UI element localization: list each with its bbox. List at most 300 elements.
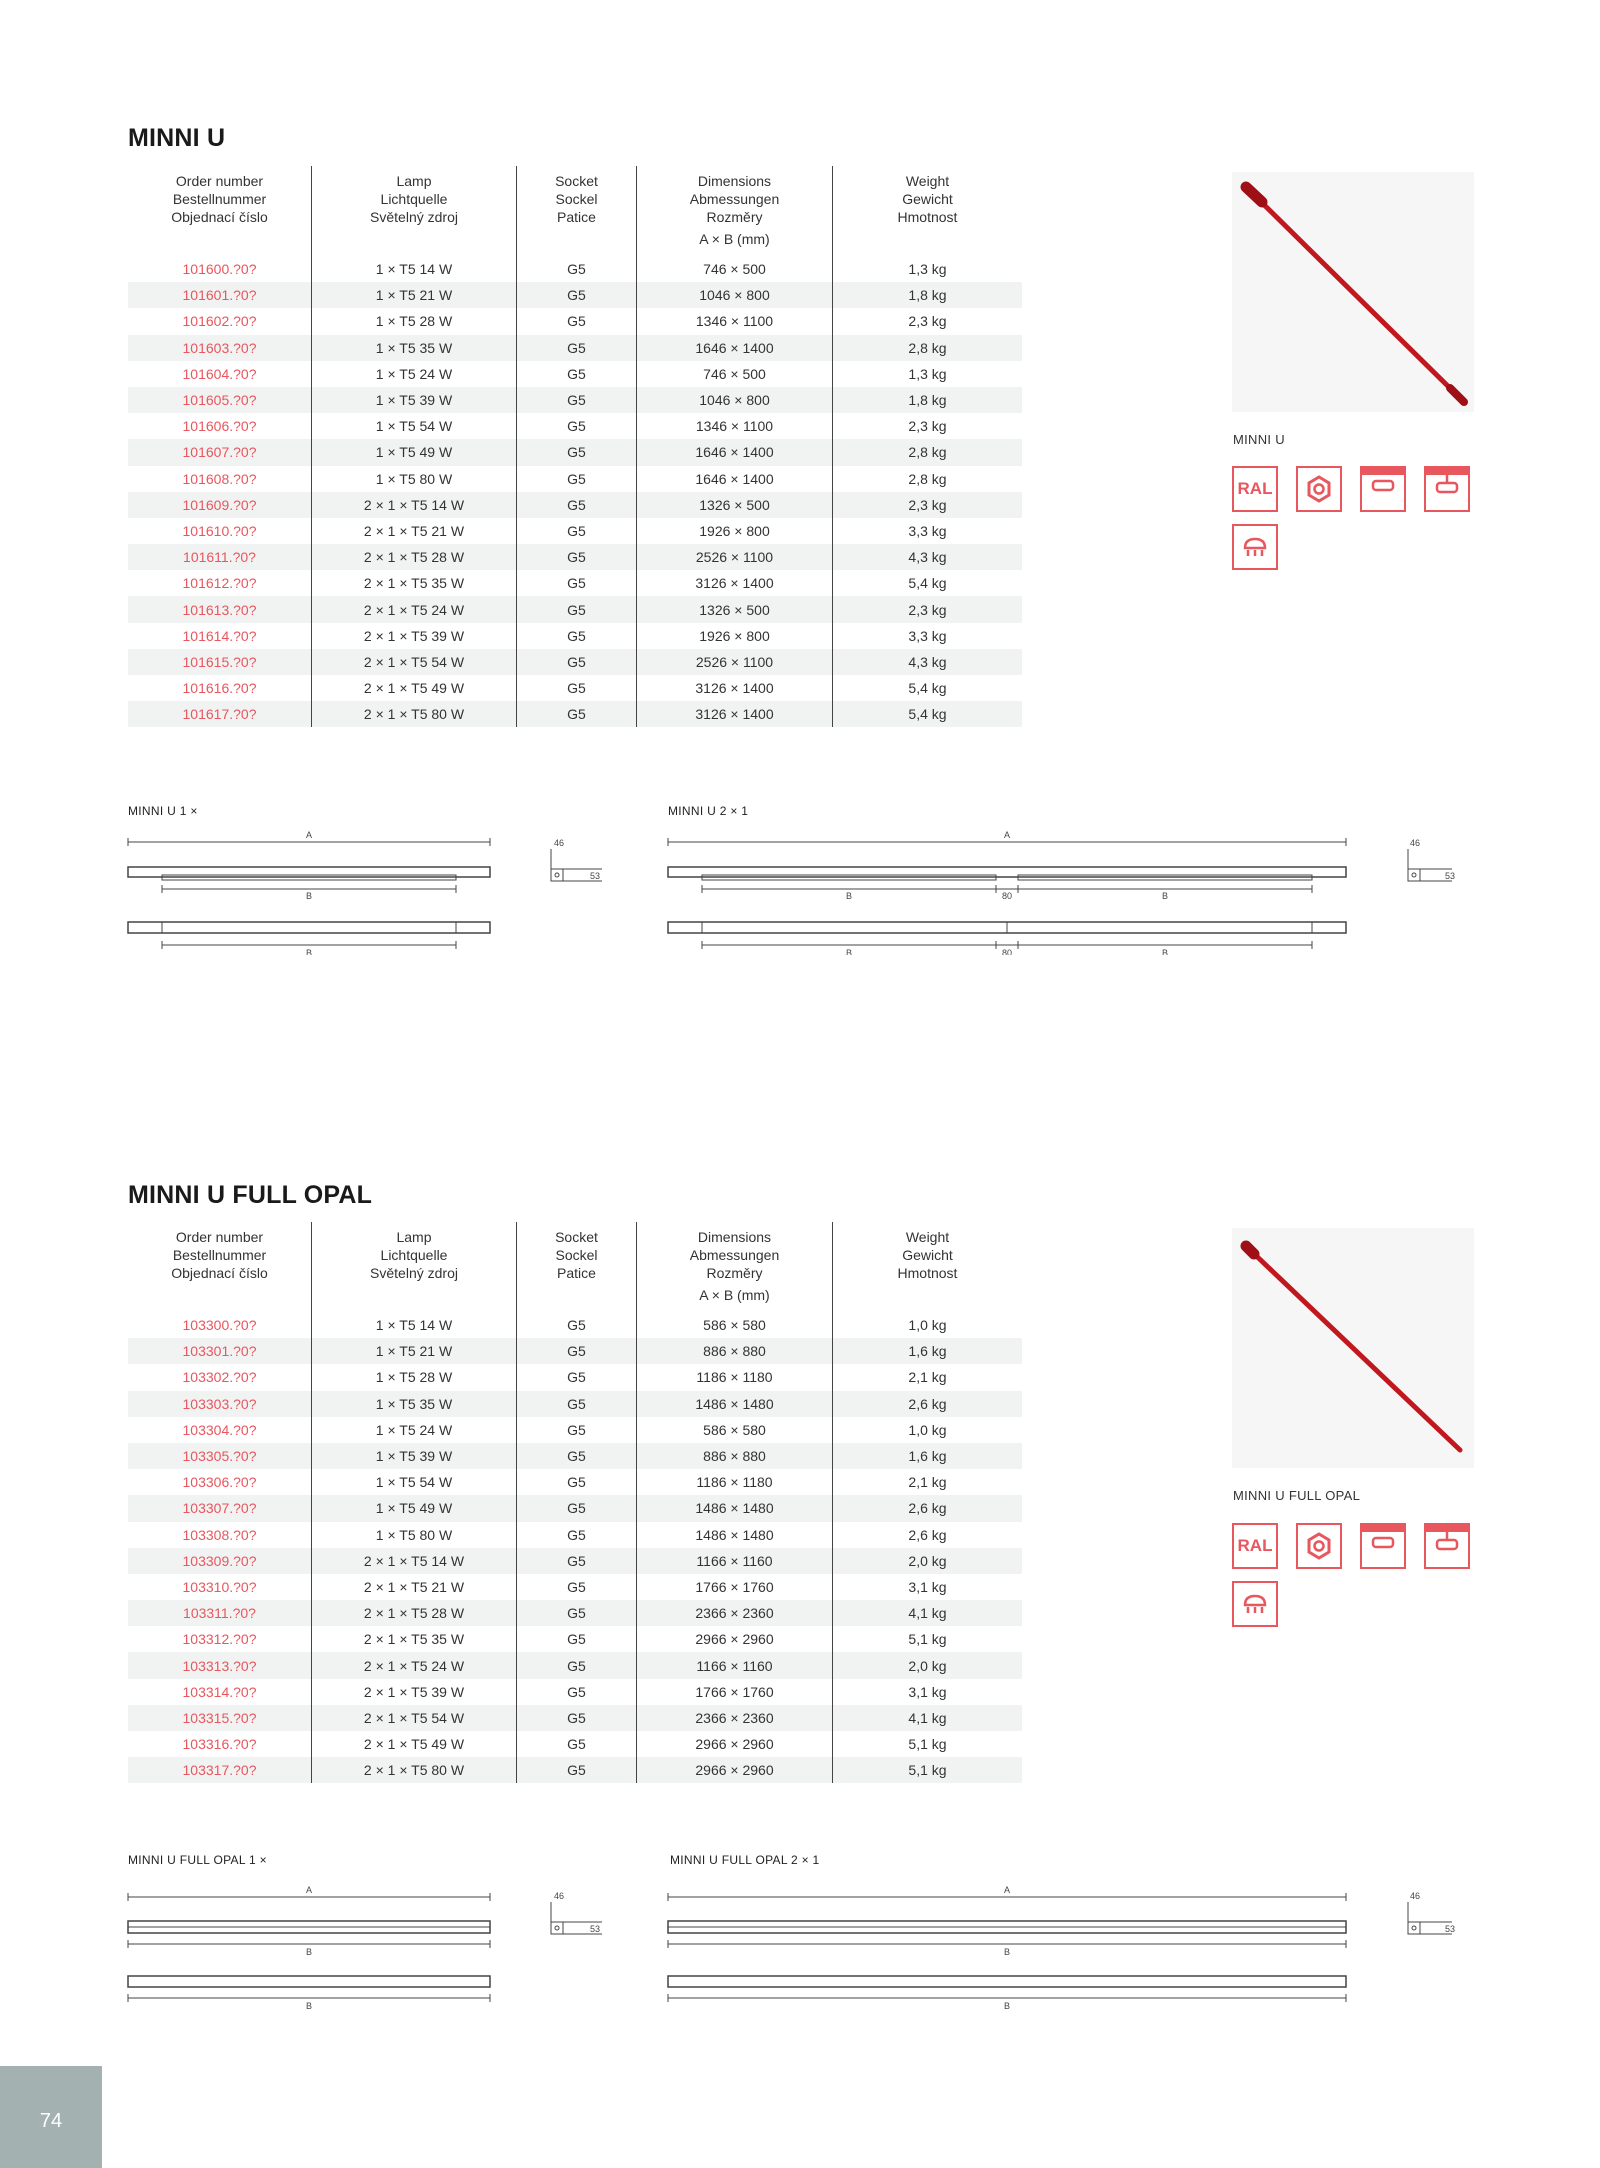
- dimensions-cell: 1166 × 1160: [637, 1652, 833, 1678]
- dimensions-cell: 1486 × 1480: [637, 1391, 833, 1417]
- header-socket: [517, 166, 637, 256]
- socket-cell: G5: [517, 1312, 637, 1338]
- header-weight: [833, 1222, 1023, 1312]
- socket-cell: G5: [517, 1469, 637, 1495]
- lamp-cell: 2 × 1 × T5 21 W: [312, 518, 517, 544]
- table-row: [128, 518, 1022, 544]
- order-number-cell: 101609.?0?: [128, 492, 312, 518]
- order-number-cell: 103317.?0?: [128, 1757, 312, 1783]
- order-number-cell: 103311.?0?: [128, 1600, 312, 1626]
- header-text: Bestellnummer: [172, 1247, 267, 1263]
- header-text: Sockel: [555, 191, 598, 207]
- header-lamp: [312, 166, 517, 256]
- dimensions-cell: 1166 × 1160: [637, 1548, 833, 1574]
- dimensions-cell: 586 × 580: [637, 1312, 833, 1338]
- order-number-cell: 103305.?0?: [128, 1443, 312, 1469]
- order-number-cell: 103308.?0?: [128, 1522, 312, 1548]
- dimensions-cell: 1346 × 1100: [637, 413, 833, 439]
- luminaire-photo: [1232, 1228, 1474, 1468]
- dim-width-label: 53: [1445, 871, 1456, 881]
- socket-cell: G5: [517, 1574, 637, 1600]
- dimensions-cell: 3126 × 1400: [637, 675, 833, 701]
- lamp-cell: 1 × T5 80 W: [312, 466, 517, 492]
- header-text: Lamp: [396, 173, 432, 189]
- surface-mount-icon: [1360, 1523, 1406, 1569]
- order-number-cell: 101601.?0?: [128, 282, 312, 308]
- product-label: MINNI U FULL OPAL: [1233, 1488, 1361, 1503]
- header-text: Dimensions: [697, 1229, 772, 1245]
- order-number-cell: 101613.?0?: [128, 596, 312, 622]
- lamp-cell: 1 × T5 49 W: [312, 439, 517, 465]
- socket-cell: G5: [517, 308, 637, 334]
- dimensions-cell: 1766 × 1760: [637, 1679, 833, 1705]
- header-subtext: A × B (mm): [699, 231, 770, 247]
- dimensions-cell: 2526 × 1100: [637, 544, 833, 570]
- table-row: [128, 335, 1022, 361]
- table-row: [128, 1391, 1022, 1417]
- lamp-cell: 1 × T5 24 W: [312, 1417, 517, 1443]
- table-row: [128, 570, 1022, 596]
- dimensions-cell: 3126 × 1400: [637, 701, 833, 727]
- socket-cell: G5: [517, 1548, 637, 1574]
- lamp-cell: 2 × 1 × T5 54 W: [312, 1705, 517, 1731]
- header-text: Rozměry: [706, 1265, 763, 1281]
- dim-b-label: B: [305, 891, 313, 901]
- weight-cell: 5,1 kg: [908, 1736, 947, 1753]
- surface-mount-icon: [1360, 466, 1406, 512]
- lamp-cell: 1 × T5 80 W: [312, 1522, 517, 1548]
- header-text: Objednací číslo: [171, 1265, 268, 1281]
- table-row: [128, 492, 1022, 518]
- weight-cell: 2,1 kg: [908, 1474, 947, 1491]
- table-row: [128, 1626, 1022, 1652]
- dimensions-cell: 1186 × 1180: [637, 1364, 833, 1390]
- socket-cell: G5: [517, 335, 637, 361]
- weight-cell: 1,3 kg: [908, 261, 947, 278]
- socket-cell: G5: [517, 701, 637, 727]
- weight-cell: 2,6 kg: [833, 1391, 1023, 1417]
- socket-cell: G5: [517, 1757, 637, 1783]
- dim-b-label: B: [305, 948, 313, 955]
- order-number-cell: 103302.?0?: [128, 1364, 312, 1390]
- weight-cell: 4,1 kg: [833, 1705, 1023, 1731]
- socket-cell: G5: [517, 1705, 637, 1731]
- order-number-cell: 101615.?0?: [128, 649, 312, 675]
- dimensions-cell: 1046 × 800: [637, 387, 833, 413]
- weight-cell: 3,1 kg: [908, 1578, 947, 1595]
- dim-a-label: A: [305, 830, 313, 840]
- socket-cell: G5: [517, 1391, 637, 1417]
- socket-cell: G5: [517, 413, 637, 439]
- weight-cell: 2,3 kg: [908, 418, 947, 435]
- technical-drawing-2x1: [660, 1880, 1460, 2010]
- table-row: [128, 1364, 1022, 1390]
- lamp-cell: 2 × 1 × T5 49 W: [312, 675, 517, 701]
- weight-cell: 2,6 kg: [833, 1495, 1023, 1521]
- weight-cell: 5,1 kg: [908, 1631, 947, 1648]
- table-row: [128, 282, 1022, 308]
- technical-drawing-1x: [120, 1880, 620, 2010]
- lamp-cell: 1 × T5 28 W: [312, 1364, 517, 1390]
- table-row: [128, 1705, 1022, 1731]
- order-number-cell: 103312.?0?: [128, 1626, 312, 1652]
- table-row: [128, 1757, 1022, 1783]
- header-text: Patice: [557, 1265, 596, 1281]
- drawing-label-2x1: MINNI U 2 × 1: [668, 804, 749, 818]
- dim-height-label: 46: [1410, 838, 1421, 848]
- section-title: MINNI U FULL OPAL: [128, 1181, 373, 1209]
- socket-cell: G5: [517, 387, 637, 413]
- order-number-cell: 103306.?0?: [128, 1469, 312, 1495]
- socket-cell: G5: [517, 1600, 637, 1626]
- header-text: Světelný zdroj: [370, 209, 458, 225]
- dim-b-label: B: [305, 1947, 313, 1957]
- order-number-cell: 101602.?0?: [128, 308, 312, 334]
- socket-cell: G5: [517, 492, 637, 518]
- table-body: [128, 256, 1022, 727]
- dimensions-cell: 746 × 500: [637, 361, 833, 387]
- lamp-cell: 1 × T5 35 W: [312, 1391, 517, 1417]
- table-row: [128, 544, 1022, 570]
- socket-cell: G5: [517, 361, 637, 387]
- socket-cell: G5: [517, 1652, 637, 1678]
- socket-cell: G5: [517, 544, 637, 570]
- weight-cell: 2,6 kg: [908, 1526, 947, 1543]
- socket-cell: G5: [517, 1626, 637, 1652]
- socket-cell: G5: [517, 1679, 637, 1705]
- header-text: Lamp: [396, 1229, 432, 1245]
- socket-cell: G5: [517, 282, 637, 308]
- feature-icons: [1232, 466, 1492, 586]
- dimensions-cell: 1346 × 1100: [637, 308, 833, 334]
- dimensions-cell: 1186 × 1180: [637, 1469, 833, 1495]
- dim-width-label: 53: [590, 871, 601, 881]
- table-row: [128, 1522, 1022, 1548]
- drawing-label-2x1: MINNI U FULL OPAL 2 × 1: [670, 1853, 820, 1867]
- weight-cell: 2,3 kg: [908, 313, 947, 330]
- socket-cell: G5: [517, 623, 637, 649]
- table-row: [128, 1312, 1022, 1338]
- socket-cell: G5: [517, 256, 637, 282]
- page-number: 74: [39, 2110, 63, 2132]
- pendant-mount-icon: [1424, 466, 1470, 512]
- header-weight: [833, 166, 1023, 256]
- dim-a-label: A: [305, 1885, 313, 1895]
- table-row: [128, 1548, 1022, 1574]
- weight-cell: 2,3 kg: [833, 596, 1023, 622]
- lamp-cell: 1 × T5 28 W: [312, 308, 517, 334]
- header-dimensions: [637, 1222, 833, 1312]
- weight-cell: 2,3 kg: [833, 492, 1023, 518]
- dimensions-cell: 2966 × 2960: [637, 1626, 833, 1652]
- order-number-cell: 101605.?0?: [128, 387, 312, 413]
- table-row: [128, 675, 1022, 701]
- lamp-cell: 2 × 1 × T5 80 W: [312, 1757, 517, 1783]
- table-row: [128, 1417, 1022, 1443]
- dimensions-cell: 1646 × 1400: [637, 439, 833, 465]
- lamp-cell: 2 × 1 × T5 49 W: [312, 1731, 517, 1757]
- dim-gap-label: 80: [1001, 948, 1013, 955]
- dim-height-label: 46: [554, 838, 565, 848]
- header-text: Order number: [175, 1229, 264, 1245]
- lamp-cell: 1 × T5 24 W: [312, 361, 517, 387]
- header-text: Sockel: [555, 1247, 598, 1263]
- lamp-cell: 1 × T5 39 W: [312, 1443, 517, 1469]
- order-number-cell: 103316.?0?: [128, 1731, 312, 1757]
- dim-width-label: 53: [590, 1924, 601, 1934]
- drawing-label-1x: MINNI U FULL OPAL 1 ×: [128, 1853, 267, 1867]
- feature-icons: [1232, 1523, 1492, 1643]
- weight-cell: 4,1 kg: [833, 1600, 1023, 1626]
- spec-table: [128, 1222, 1022, 1783]
- nut-icon: [1296, 466, 1342, 512]
- weight-cell: 1,8 kg: [833, 282, 1023, 308]
- socket-cell: G5: [517, 1443, 637, 1469]
- lamp-cell: 2 × 1 × T5 14 W: [312, 492, 517, 518]
- header-text: Weight: [905, 1229, 950, 1245]
- lamp-cell: 1 × T5 14 W: [312, 1312, 517, 1338]
- dim-height-label: 46: [554, 1891, 565, 1901]
- table-row: [128, 361, 1022, 387]
- header-text: Gewicht: [902, 1247, 953, 1263]
- dimensions-cell: 886 × 880: [637, 1443, 833, 1469]
- weight-cell: 4,3 kg: [833, 544, 1023, 570]
- order-number-cell: 101608.?0?: [128, 466, 312, 492]
- header-text: Socket: [555, 173, 598, 189]
- dim-b-label: B: [1003, 2001, 1011, 2010]
- order-number-cell: 103310.?0?: [128, 1574, 312, 1600]
- order-number-cell: 101607.?0?: [128, 439, 312, 465]
- header-order-number: [128, 1222, 312, 1312]
- table-row: [128, 466, 1022, 492]
- weight-cell: 3,3 kg: [908, 522, 947, 539]
- header-text: Rozměry: [706, 209, 763, 225]
- table-row: [128, 413, 1022, 439]
- table-row: [128, 1652, 1022, 1678]
- dim-b-label: B: [1161, 948, 1169, 955]
- order-number-cell: 101612.?0?: [128, 570, 312, 596]
- table-row: [128, 1495, 1022, 1521]
- socket-cell: G5: [517, 439, 637, 465]
- lamp-cell: 1 × T5 39 W: [312, 387, 517, 413]
- weight-cell: 2,8 kg: [833, 335, 1023, 361]
- dimensions-cell: 2366 × 2360: [637, 1600, 833, 1626]
- socket-cell: G5: [517, 1417, 637, 1443]
- lamp-cell: 1 × T5 54 W: [312, 1469, 517, 1495]
- dimensions-cell: 3126 × 1400: [637, 570, 833, 596]
- product-image: [1232, 172, 1474, 412]
- ral-color-icon: RAL: [1232, 1523, 1278, 1569]
- technical-drawing-1x: [120, 825, 620, 955]
- product-label: MINNI U: [1233, 432, 1285, 447]
- header-text: Světelný zdroj: [370, 1265, 458, 1281]
- table-row: [128, 1338, 1022, 1364]
- weight-cell: 1,0 kg: [908, 1421, 947, 1438]
- socket-cell: G5: [517, 649, 637, 675]
- header-text: Dimensions: [697, 173, 772, 189]
- weight-cell: 1,0 kg: [908, 1317, 947, 1334]
- header-text: Order number: [175, 173, 264, 189]
- table-row: [128, 308, 1022, 334]
- dim-b-label: B: [1003, 1947, 1011, 1957]
- dimensions-cell: 2966 × 2960: [637, 1757, 833, 1783]
- lamp-cell: 1 × T5 21 W: [312, 282, 517, 308]
- order-number-cell: 103303.?0?: [128, 1391, 312, 1417]
- socket-cell: G5: [517, 1338, 637, 1364]
- weight-cell: 4,3 kg: [833, 649, 1023, 675]
- dimensions-cell: 1326 × 500: [637, 596, 833, 622]
- socket-cell: G5: [517, 1522, 637, 1548]
- table-header-row: [128, 166, 1022, 256]
- header-text: Hmotnost: [897, 1265, 958, 1281]
- header-text: Abmessungen: [689, 191, 780, 207]
- order-number-cell: 101603.?0?: [128, 335, 312, 361]
- dimensions-cell: 1646 × 1400: [637, 335, 833, 361]
- dim-b-label: B: [305, 2001, 313, 2010]
- order-number-cell: 103300.?0?: [128, 1312, 312, 1338]
- socket-cell: G5: [517, 570, 637, 596]
- header-text: Lichtquelle: [380, 1247, 448, 1263]
- table-row: [128, 256, 1022, 282]
- weight-cell: 2,0 kg: [833, 1548, 1023, 1574]
- weight-cell: 2,8 kg: [833, 439, 1023, 465]
- order-number-cell: 103309.?0?: [128, 1548, 312, 1574]
- dim-a-label: A: [1003, 1885, 1011, 1895]
- luminaire-photo: [1232, 172, 1474, 412]
- header-order-number: [128, 166, 312, 256]
- header-text: Hmotnost: [897, 209, 958, 225]
- table-row: [128, 1679, 1022, 1705]
- lamp-cell: 2 × 1 × T5 21 W: [312, 1574, 517, 1600]
- lamp-cell: 2 × 1 × T5 35 W: [312, 570, 517, 596]
- table-header-row: [128, 1222, 1022, 1312]
- order-number-cell: 101610.?0?: [128, 518, 312, 544]
- technical-drawing-2x1: [660, 825, 1460, 955]
- lamp-cell: 2 × 1 × T5 35 W: [312, 1626, 517, 1652]
- dim-b-label: B: [845, 891, 853, 901]
- weight-cell: 5,1 kg: [833, 1757, 1023, 1783]
- dim-width-label: 53: [1445, 1924, 1456, 1934]
- order-number-cell: 101606.?0?: [128, 413, 312, 439]
- header-text: Patice: [557, 209, 596, 225]
- order-number-cell: 101604.?0?: [128, 361, 312, 387]
- weight-cell: 3,3 kg: [908, 627, 947, 644]
- order-number-cell: 101617.?0?: [128, 701, 312, 727]
- order-number-cell: 103314.?0?: [128, 1679, 312, 1705]
- order-number-cell: 101616.?0?: [128, 675, 312, 701]
- header-text: Bestellnummer: [172, 191, 267, 207]
- weight-cell: 5,4 kg: [908, 575, 947, 592]
- spec-table: [128, 166, 1022, 727]
- socket-cell: G5: [517, 518, 637, 544]
- weight-cell: 5,4 kg: [833, 701, 1023, 727]
- table-body: [128, 1312, 1022, 1783]
- dimensions-cell: 1926 × 800: [637, 518, 833, 544]
- dimensions-cell: 2966 × 2960: [637, 1731, 833, 1757]
- dimensions-cell: 586 × 580: [637, 1417, 833, 1443]
- table-row: [128, 1574, 1022, 1600]
- table-row: [128, 649, 1022, 675]
- lamp-cell: 1 × T5 49 W: [312, 1495, 517, 1521]
- order-number-cell: 103313.?0?: [128, 1652, 312, 1678]
- drawing-label-1x: MINNI U 1 ×: [128, 804, 198, 818]
- socket-cell: G5: [517, 1731, 637, 1757]
- weight-cell: 1,8 kg: [833, 387, 1023, 413]
- header-dimensions: [637, 166, 833, 256]
- lamp-cell: 1 × T5 35 W: [312, 335, 517, 361]
- lamp-cell: 2 × 1 × T5 28 W: [312, 1600, 517, 1626]
- section-title: MINNI U: [128, 124, 226, 152]
- lamp-cell: 1 × T5 14 W: [312, 256, 517, 282]
- header-text: Abmessungen: [689, 1247, 780, 1263]
- dimensions-cell: 1486 × 1480: [637, 1522, 833, 1548]
- order-number-cell: 101611.?0?: [128, 544, 312, 570]
- dimensions-cell: 1486 × 1480: [637, 1495, 833, 1521]
- lamp-cell: 2 × 1 × T5 39 W: [312, 1679, 517, 1705]
- dimensions-cell: 886 × 880: [637, 1338, 833, 1364]
- dim-height-label: 46: [1410, 1891, 1421, 1901]
- header-text: Gewicht: [902, 191, 953, 207]
- dim-b-label: B: [845, 948, 853, 955]
- lamp-cell: 2 × 1 × T5 28 W: [312, 544, 517, 570]
- weight-cell: 3,1 kg: [908, 1683, 947, 1700]
- table-row: [128, 701, 1022, 727]
- dimensions-cell: 2366 × 2360: [637, 1705, 833, 1731]
- dimensions-cell: 1046 × 800: [637, 282, 833, 308]
- dim-a-label: A: [1003, 830, 1011, 840]
- header-text: Socket: [555, 1229, 598, 1245]
- socket-cell: G5: [517, 1364, 637, 1390]
- lamp-cell: 1 × T5 21 W: [312, 1338, 517, 1364]
- dimensions-cell: 1326 × 500: [637, 492, 833, 518]
- weight-cell: 2,0 kg: [833, 1652, 1023, 1678]
- header-lamp: [312, 1222, 517, 1312]
- pendant-mount-icon: [1424, 1523, 1470, 1569]
- table-row: [128, 1731, 1022, 1757]
- dimensions-cell: 1766 × 1760: [637, 1574, 833, 1600]
- dimensions-cell: 746 × 500: [637, 256, 833, 282]
- table-row: [128, 1443, 1022, 1469]
- dimensions-cell: 2526 × 1100: [637, 649, 833, 675]
- nut-icon: [1296, 1523, 1342, 1569]
- dimensions-cell: 1926 × 800: [637, 623, 833, 649]
- ral-color-icon: RAL: [1232, 466, 1278, 512]
- header-socket: [517, 1222, 637, 1312]
- order-number-cell: 103304.?0?: [128, 1417, 312, 1443]
- order-number-cell: 103301.?0?: [128, 1338, 312, 1364]
- table-row: [128, 1600, 1022, 1626]
- order-number-cell: 103315.?0?: [128, 1705, 312, 1731]
- table-row: [128, 439, 1022, 465]
- wall-mount-icon: [1232, 524, 1278, 570]
- socket-cell: G5: [517, 466, 637, 492]
- lamp-cell: 1 × T5 54 W: [312, 413, 517, 439]
- order-number-cell: 101614.?0?: [128, 623, 312, 649]
- order-number-cell: 103307.?0?: [128, 1495, 312, 1521]
- header-text: Lichtquelle: [380, 191, 448, 207]
- table-row: [128, 623, 1022, 649]
- lamp-cell: 2 × 1 × T5 54 W: [312, 649, 517, 675]
- lamp-cell: 2 × 1 × T5 24 W: [312, 1652, 517, 1678]
- dimensions-cell: 1646 × 1400: [637, 466, 833, 492]
- weight-cell: 1,6 kg: [833, 1443, 1023, 1469]
- socket-cell: G5: [517, 1495, 637, 1521]
- lamp-cell: 2 × 1 × T5 24 W: [312, 596, 517, 622]
- weight-cell: 1,3 kg: [908, 365, 947, 382]
- dim-gap-label: 80: [1001, 891, 1013, 901]
- lamp-cell: 2 × 1 × T5 80 W: [312, 701, 517, 727]
- socket-cell: G5: [517, 596, 637, 622]
